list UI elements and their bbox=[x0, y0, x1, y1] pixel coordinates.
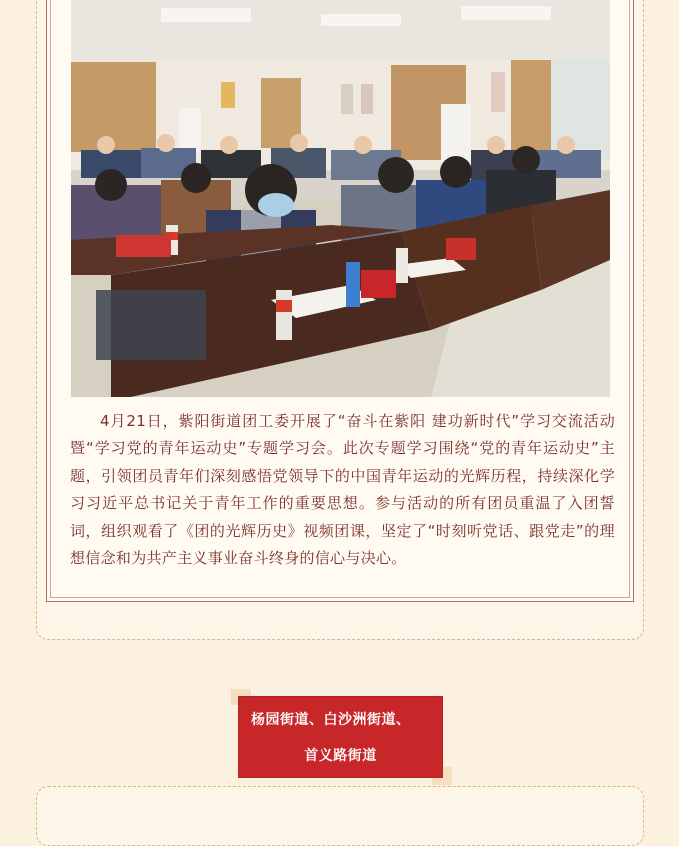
section-title-line-1: 杨园街道、白沙洲街道、 bbox=[251, 712, 411, 728]
article-paragraph: 4月21日，紫阳街道团工委开展了“奋斗在紫阳 建功新时代”学习交流活动暨“学习党的青年运动史”专题学习会。此次专题学习围绕“党的青年运动史”主题，引领团员青年们深刻感悟党领导下的中国青年运动的光辉历程，持续深化学习习近平总书记关于青年工作的重要思想。参与活动的所有团员重温了入团誓词，组织观看了《团的光辉历史》视频团课，坚定了“时刻听党话、跟党走”的理想信念和为共产主义事业奋斗终身的信心与决心。 bbox=[70, 412, 615, 568]
study-session-photo bbox=[71, 0, 610, 397]
section-title-line-2: 首义路街道 bbox=[304, 748, 377, 764]
section-title-box bbox=[239, 697, 442, 777]
next-article-card bbox=[36, 786, 644, 846]
